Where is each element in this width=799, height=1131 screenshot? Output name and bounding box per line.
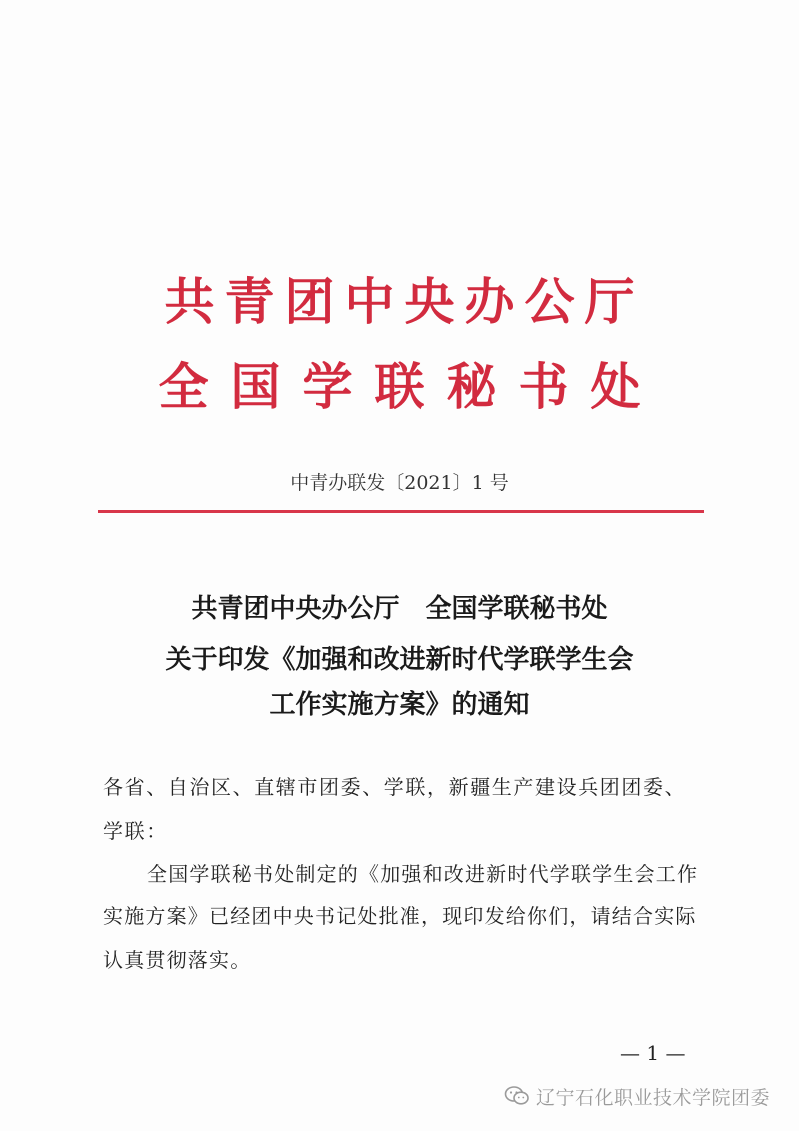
watermark-text: 辽宁石化职业技术学院团委 — [536, 1086, 771, 1109]
addressee-line-1: 各省、自治区、直辖市团委、学联，新疆生产建设兵团团委、 — [103, 775, 687, 799]
notice-title-line-3: 工作实施方案》的通知 — [269, 690, 530, 720]
notice-title-line-2: 关于印发《加强和改进新时代学联学生会 — [165, 645, 634, 675]
notice-title-line-1: 共青团中央办公厅 全国学联秘书处 — [191, 594, 608, 624]
addressee-line-2: 学联： — [103, 819, 168, 843]
wechat-watermark — [504, 1081, 770, 1111]
document-number: 中青办联发〔2021〕1 号 — [290, 472, 509, 494]
body-paragraph-line-2: 实施方案》已经团中央书记处批准，现印发给你们，请结合实际 — [103, 904, 697, 928]
issuer-title-line-2: 全国学联秘书处 — [158, 358, 663, 416]
wechat-icon — [504, 1085, 530, 1107]
page-number: — 1 — — [620, 1041, 686, 1065]
issuer-title-line-1: 共青团中央办公厅 — [164, 273, 645, 331]
red-divider-line — [98, 510, 704, 513]
body-paragraph-line-1: 全国学联秘书处制定的《加强和改进新时代学联学生会工作 — [147, 862, 699, 886]
body-paragraph-line-3: 认真贯彻落实。 — [103, 948, 252, 972]
